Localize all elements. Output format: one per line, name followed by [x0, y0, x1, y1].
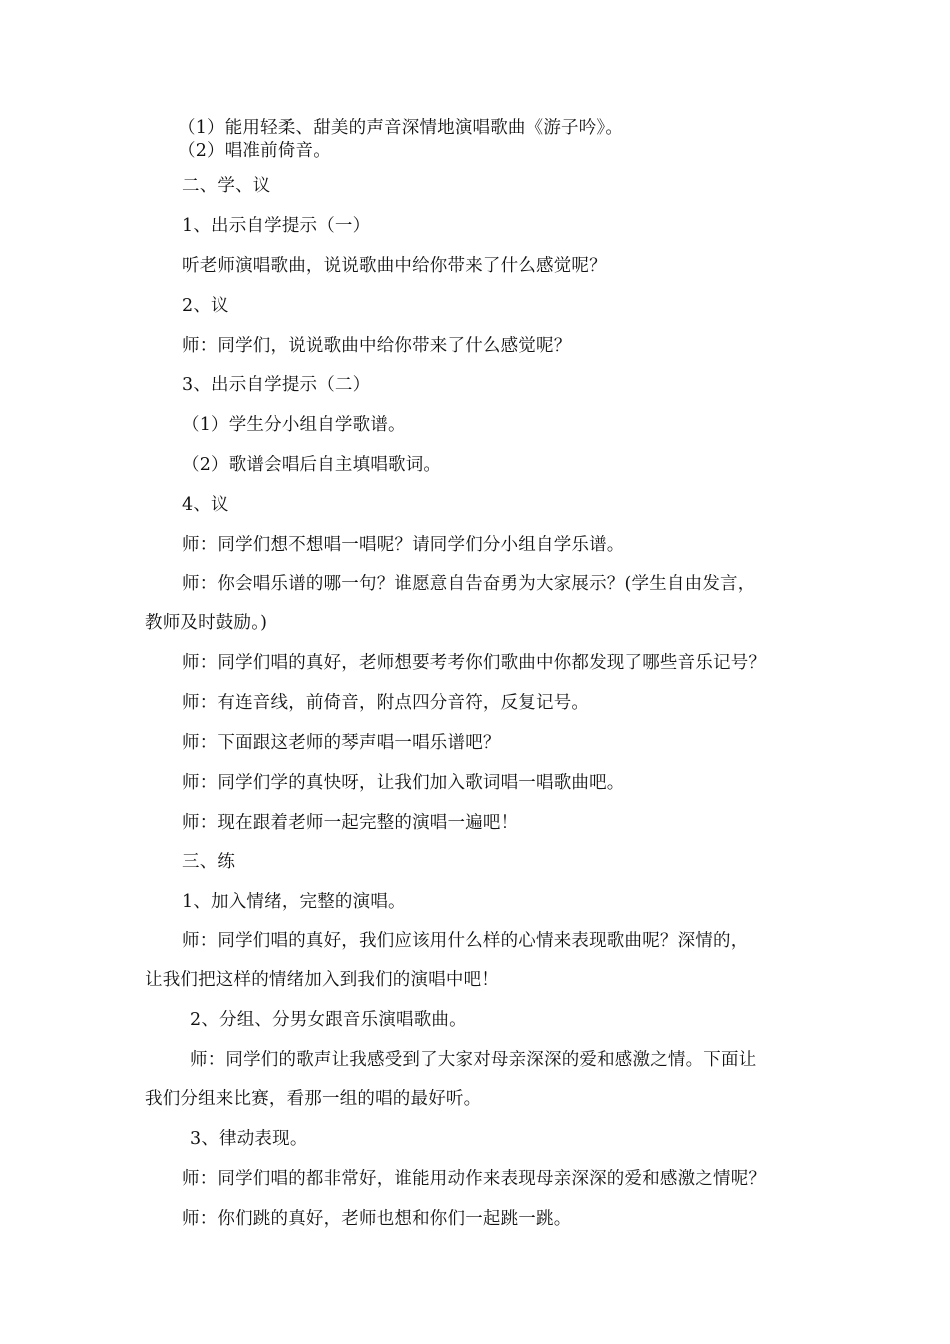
- paragraph: 师：有连音线，前倚音，附点四分音符，反复记号。: [182, 693, 590, 713]
- objective-1: （1）能用轻柔、甜美的声音深情地演唱歌曲《游子吟》。: [178, 118, 624, 138]
- practice-2-heading: 2、分组、分男女跟音乐演唱歌曲。: [190, 1010, 467, 1030]
- paragraph: 师：同学们学的真快呀，让我们加入歌词唱一唱歌曲吧。: [182, 773, 625, 793]
- step-2-heading: 2、议: [182, 296, 229, 316]
- paragraph: 师：同学们唱的真好，我们应该用什么样的心情来表现歌曲呢？深情的，: [182, 931, 749, 951]
- paragraph: 师：同学们想不想唱一唱呢？请同学们分小组自学乐谱。: [182, 535, 625, 555]
- step-4-heading: 4、议: [182, 495, 229, 515]
- objective-2: （2）唱准前倚音。: [178, 141, 331, 161]
- paragraph: 师：同学们唱的都非常好，谁能用动作来表现母亲深深的爱和感激之情呢？: [182, 1169, 767, 1189]
- step-1-heading: 1、出示自学提示（一）: [182, 216, 371, 236]
- paragraph: 师：你会唱乐谱的哪一句？谁愿意自告奋勇为大家展示？(学生自由发言，: [182, 574, 756, 594]
- paragraph: （2）歌谱会唱后自主填唱歌词。: [182, 455, 442, 475]
- paragraph: 师：同学们的歌声让我感受到了大家对母亲深深的爱和感激之情。下面让: [190, 1050, 757, 1070]
- paragraph: 师：同学们，说说歌曲中给你带来了什么感觉呢？: [182, 336, 572, 356]
- section-heading-learn-discuss: 二、学、议: [182, 176, 271, 196]
- paragraph: 师：你们跳的真好，老师也想和你们一起跳一跳。: [182, 1209, 572, 1229]
- paragraph: 师：现在跟着老师一起完整的演唱一遍吧！: [182, 813, 519, 833]
- step-3-heading: 3、出示自学提示（二）: [182, 375, 371, 395]
- paragraph: （1）学生分小组自学歌谱。: [182, 415, 406, 435]
- paragraph-continuation: 让我们把这样的情绪加入到我们的演唱中吧！: [145, 970, 499, 990]
- section-heading-practice: 三、练: [182, 852, 236, 872]
- practice-3-heading: 3、律动表现。: [190, 1129, 308, 1149]
- paragraph: 听老师演唱歌曲，说说歌曲中给你带来了什么感觉呢？: [182, 256, 607, 276]
- paragraph-continuation: 教师及时鼓励。): [145, 613, 268, 633]
- paragraph: 师：下面跟这老师的琴声唱一唱乐谱吧？: [182, 733, 501, 753]
- practice-1-heading: 1、加入情绪，完整的演唱。: [182, 892, 406, 912]
- paragraph: 师：同学们唱的真好，老师想要考考你们歌曲中你都发现了哪些音乐记号？: [182, 653, 767, 673]
- paragraph-continuation: 我们分组来比赛，看那一组的唱的最好听。: [145, 1089, 482, 1109]
